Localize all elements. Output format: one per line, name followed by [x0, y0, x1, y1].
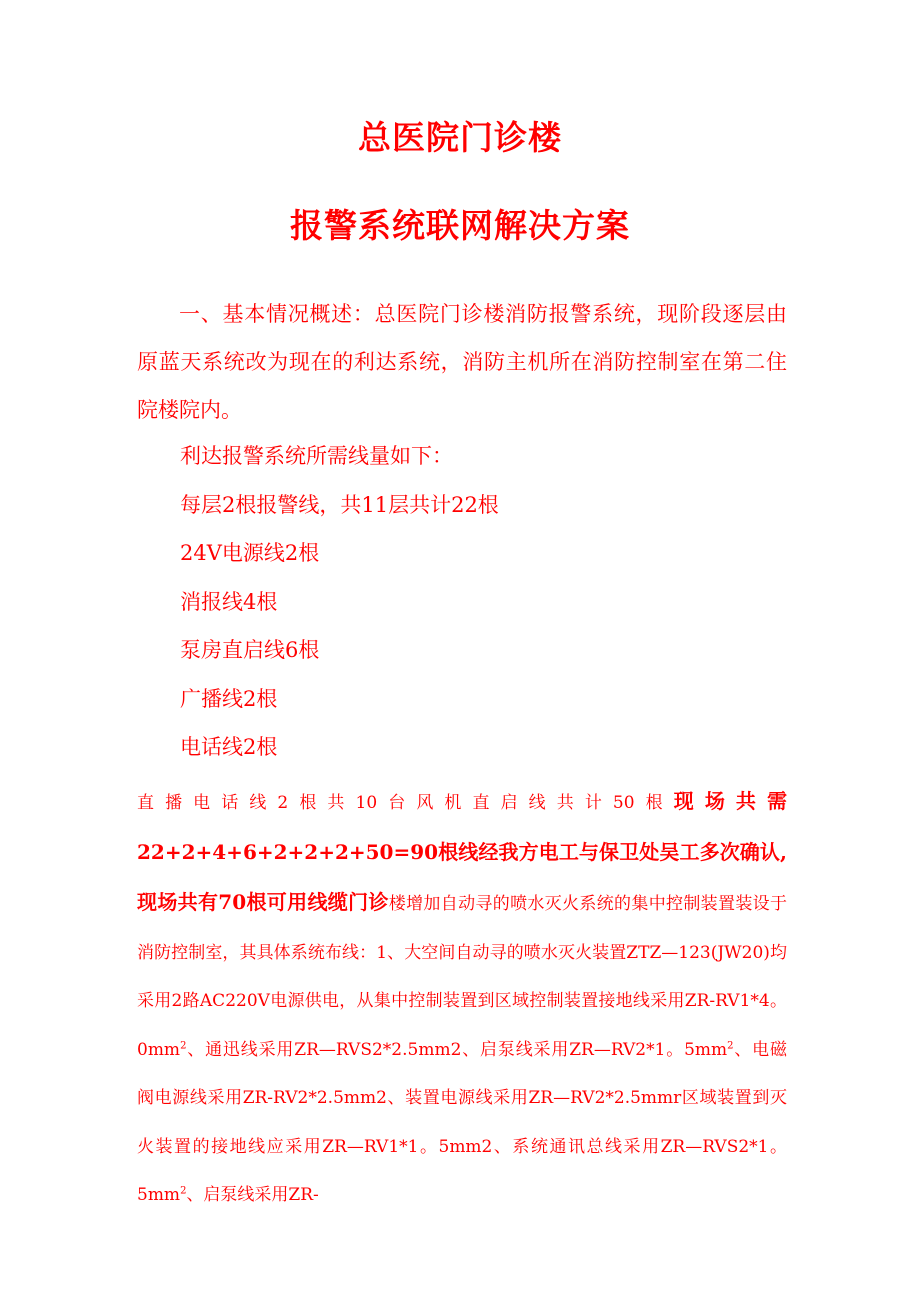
- body-text-part: 、通迅线采用ZR—RVS2*2.5mm2、启泵线采用ZR—RV2*1。5mm: [186, 1039, 728, 1060]
- document-title-line2: 报警系统联网解决方案: [290, 206, 630, 245]
- body-text-part: 楼增加自动寻的喷水灭火系统的集中控制装置装设于消防控制室，其具体系统布线：1、大空间自动寻的喷水灭火装置ZTZ—123(JW20)均采用2路AC220V电源供电，从集中控制装置到区域控制装置接地线采用ZR-RV1*4。0mm: [137, 894, 787, 1060]
- body-text-part: 直播电话线2根共10台风机直启线共计50根: [137, 793, 674, 813]
- intro-paragraph: 一、基本情况概述：总医院门诊楼消防报警系统，现阶段逐层由原蓝天系统改为现在的利达系统，消防主机所在消防控制室在第二住院楼院内。: [137, 302, 787, 422]
- body-text-part: 、电磁阀电源线采用ZR-RV2*2.5mm2、装置电源线采用ZR—RV2*2.5mmr区域装置到灭火装置的接地线应采用ZR—RV1*1。5mm2、系统通讯总线采用ZR—RVS2*1。5mm: [137, 1039, 788, 1205]
- list-item: 电话线2根: [180, 735, 278, 759]
- body-paragraph: [137, 777, 787, 1220]
- list-item: 24V电源线2根: [180, 541, 320, 565]
- list-item: 每层2根报警线，共11层共计22根: [180, 493, 499, 517]
- document-title-line1: 总医院门诊楼: [358, 118, 562, 157]
- list-item: 泵房直启线6根: [180, 638, 320, 662]
- body-text-part: 现场共需22+2+4+6+2+2+2+50=90根线经我方电工与保卫处吴工多次确认,现场共有70根可用线缆门诊: [137, 789, 787, 914]
- list-item: 广播线2根: [180, 687, 278, 711]
- superscript: 2: [180, 1185, 187, 1197]
- superscript: 2: [180, 1039, 187, 1051]
- superscript: 2: [727, 1039, 734, 1051]
- list-heading: 利达报警系统所需线量如下：: [180, 444, 453, 468]
- list-item: 消报线4根: [180, 590, 278, 614]
- body-text-part: 、启泵线采用ZR-: [186, 1185, 319, 1205]
